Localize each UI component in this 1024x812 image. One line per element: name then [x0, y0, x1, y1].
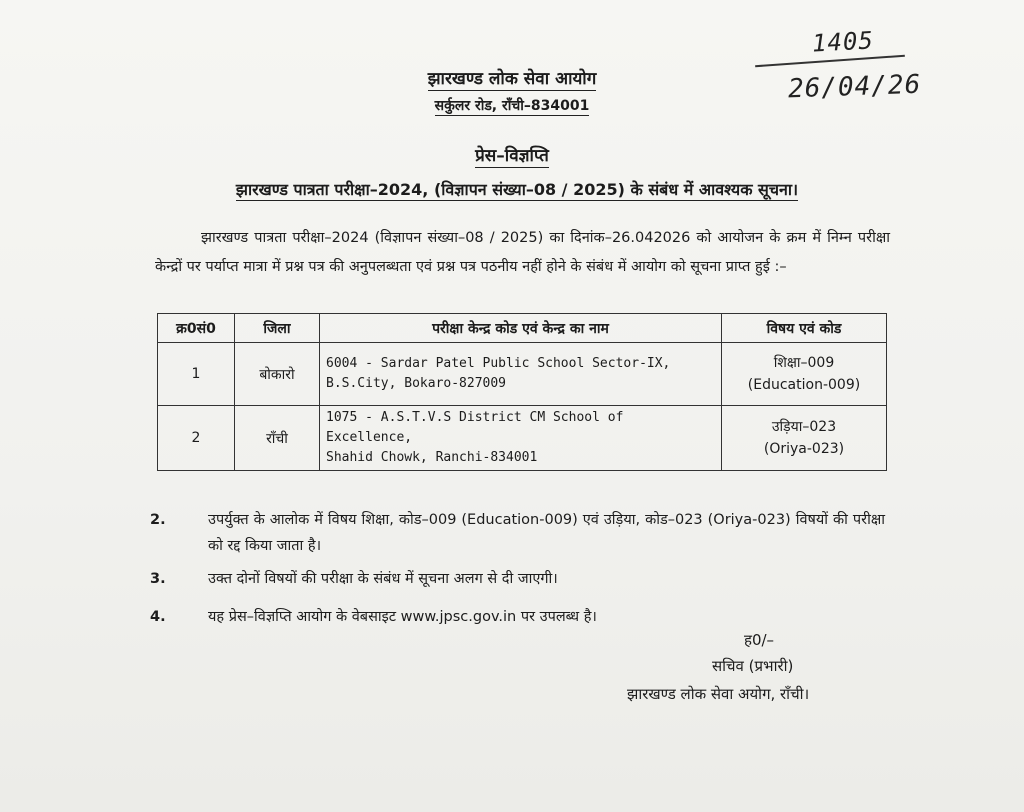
- paragraph-text: उक्त दोनों विषयों की परीक्षा के संबंध में सूचना अलग से दी जाएगी।: [208, 571, 558, 587]
- paragraph-number: 3.: [150, 571, 166, 587]
- subject-line-1: शिक्षा–009: [773, 355, 835, 371]
- cell-subject: [722, 406, 887, 471]
- subject-line-2: (Oriya-023): [763, 441, 845, 457]
- exam-centres-table: [157, 313, 887, 471]
- table-row: [158, 343, 887, 406]
- header-district: जिला: [235, 314, 320, 343]
- header-subject: विषय एवं कोड: [722, 314, 887, 343]
- notice-subject: [0, 178, 1024, 200]
- header-organization: [0, 66, 1024, 89]
- table-row: [158, 406, 887, 471]
- paragraph-number: 4.: [150, 609, 166, 625]
- cell-serial: 2: [158, 406, 235, 471]
- paragraph-4: [150, 604, 885, 630]
- paragraph-text: उपर्युक्त के आलोक में विषय शिक्षा, कोड–009 (Education-009) एवं उड़िया, कोड–023 (Oriya-023) विषयों की परीक्षा को रद्द किया जाता है।: [208, 512, 885, 554]
- header-serial: क्र0सं0: [158, 314, 235, 343]
- cell-serial: 1: [158, 343, 235, 406]
- handwritten-date: 26/04/26: [787, 69, 922, 105]
- handwritten-number: 1405: [811, 26, 875, 58]
- cell-district: राँची: [235, 406, 320, 471]
- centre-line-1: 6004 - Sardar Patel Public School Sector-IX,: [326, 356, 671, 371]
- cell-district: बोकारो: [235, 343, 320, 406]
- notice-subject-text: झारखण्ड पात्रता परीक्षा–2024, (विज्ञापन संख्या–08 / 2025) के संबंध में आवश्यक सूचना।: [235, 180, 799, 199]
- subject-line-1: उड़िया–023: [771, 419, 837, 435]
- subject-line-2: (Education-009): [747, 377, 861, 393]
- press-release-title: [0, 143, 1024, 166]
- header-centre: परीक्षा केन्द्र कोड एवं केन्द्र का नाम: [320, 314, 722, 343]
- organization-address: सर्कुलर रोड, राँची–834001: [434, 98, 590, 114]
- signature-mark: ह0/–: [744, 631, 775, 649]
- paragraph-number: 2.: [150, 512, 166, 528]
- table-header-row: [158, 314, 887, 343]
- signature-organization: झारखण्ड लोक सेवा अयोग, राँची।: [627, 685, 810, 703]
- header-address: [0, 96, 1024, 115]
- centre-line-1: 1075 - A.S.T.V.S District CM School of Excellence,: [326, 410, 624, 445]
- paragraph-3: [150, 566, 885, 592]
- cell-centre: [320, 406, 722, 471]
- centre-line-2: Shahid Chowk, Ranchi-834001: [326, 450, 538, 465]
- intro-paragraph: झारखण्ड पात्रता परीक्षा–2024 (विज्ञापन संख्या–08 / 2025) का दिनांक–26.042026 को आयोजन के क्रम में निम्न परीक्षा केन्द्रों पर पर्याप्त मात्रा में प्रश्न पत्र की अनुपलब्धता एवं प्रश्न पत्र पठनीय नहीं होने के संबंध में आयोग को सूचना प्राप्त हुई :–: [155, 230, 890, 275]
- centre-line-2: B.S.City, Bokaro-827009: [326, 376, 507, 391]
- paragraph-2: [150, 507, 885, 559]
- paragraph-text: यह प्रेस–विज्ञप्ति आयोग के वेबसाइट www.jpsc.gov.in पर उपलब्ध है।: [208, 609, 597, 625]
- organization-name: झारखण्ड लोक सेवा आयोग: [427, 69, 597, 89]
- cell-centre: [320, 343, 722, 406]
- press-release-title-text: प्रेस–विज्ञप्ति: [475, 146, 549, 166]
- signature-title: सचिव (प्रभारी): [712, 657, 794, 675]
- cell-subject: [722, 343, 887, 406]
